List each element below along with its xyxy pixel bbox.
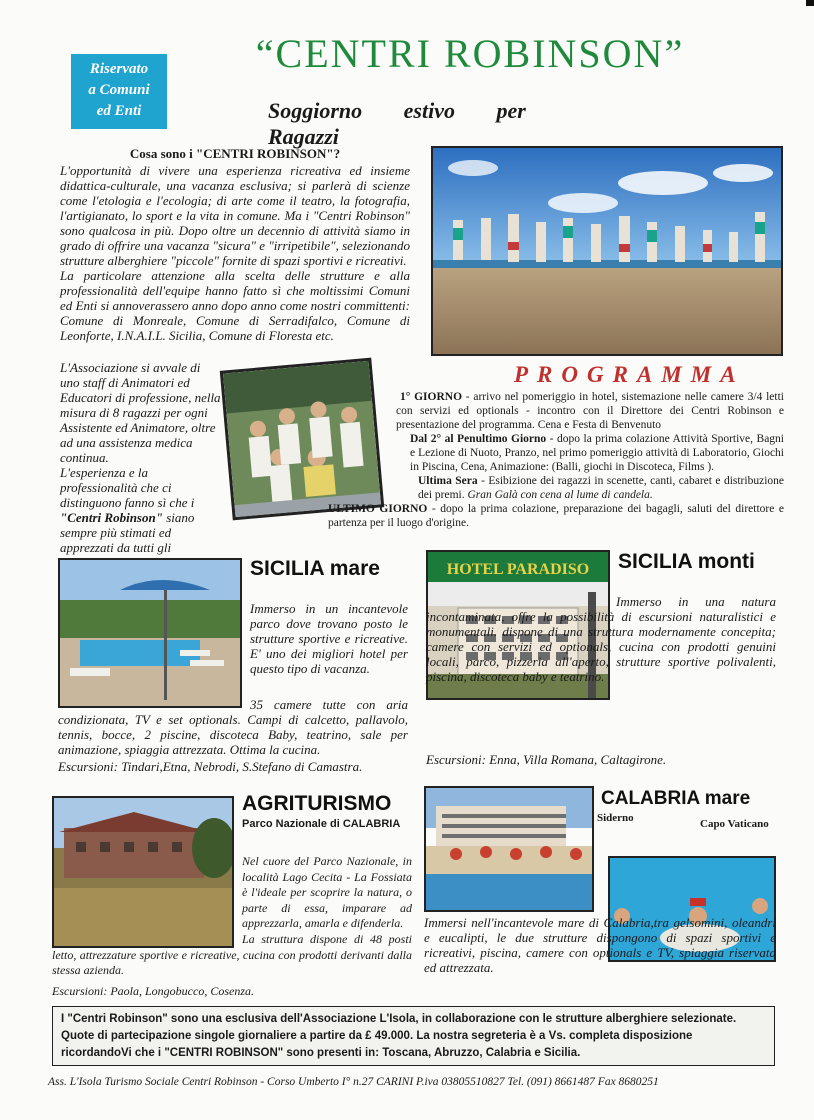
programma-text: - arrivo nel pomeriggio in hotel, sistemazione nelle camere 3/4 letti con servizi ed optionals - incontro con il Direttore dei Centri Robinson e presentazione del programma. Cena e Festa di Benvenuto [396, 391, 784, 432]
corner-mark [806, 0, 814, 6]
programma-item [410, 432, 784, 475]
programma-item [418, 474, 784, 502]
notice-line: Quote di partecipazione singole giornaliere a partire da £ 49.000. La nostra segreteria è a Vs. completa disposizione [61, 1030, 693, 1042]
sicilia-mare-text: Immerso in un incantevole parco dove trovano posto le strutture sportive e ricreative. E' uno dei migliori hotel per questo tipo di vacanza. [250, 601, 408, 676]
sicilia-monti-escursioni: Escursioni: Enna, Villa Romana, Caltagirone. [426, 752, 667, 767]
beach-photo-image [433, 148, 781, 354]
intro-paragraph-4 [60, 465, 222, 570]
agriturismo-text-a: Nel cuore del Parco Nazionale, in località Lago Cecita - La Fossiata è l'ideale per scoprire la natura, o parte di essa, imparare ad apprezzarla, amarla e difenderla. [242, 854, 412, 930]
programma-item [396, 390, 784, 433]
programma-label: ULTIMO GIORNO [328, 503, 428, 515]
reserved-badge [71, 54, 167, 129]
sicilia-monti-title: SICILIA monti [618, 550, 755, 573]
calabria-mare-title: CALABRIA mare [601, 788, 751, 809]
badge-line: ed Enti [96, 103, 142, 119]
sicilia-mare-photo [58, 558, 242, 708]
notice-line: ricordandoVi che i "CENTRI ROBINSON" sono presenti in: Toscana, Abruzzo, Calabria e Sicilia. [61, 1047, 581, 1059]
staff-photo-image [223, 361, 381, 517]
intro-text: siano sempre più stimati ed apprezzati da tutti gli [60, 510, 195, 555]
programma-heading: PROGRAMMA [514, 362, 745, 387]
page-subtitle: Soggiorno estivo per Ragazzi [268, 98, 526, 149]
programma-label: Ultima Sera [418, 475, 478, 487]
sicilia-monti-text [426, 594, 776, 684]
programma-text: - dopo la prima colazione, preparazione dei bagagli, saluti del direttore e partenza per il luogo d'origine. [328, 503, 784, 530]
intro-paragraph: L'Associazione si avvale di uno staff di Animatori ed Educatori di professione, nella misura di 8 ragazzi per ogni Assistente ed Animatore, oltre ad una assistenza medica continua. [60, 360, 221, 465]
sicilia-mare-title: SICILIA mare [250, 557, 380, 580]
notice-box [52, 1006, 775, 1066]
sicilia-mare-text-2: 35 camere tutte con aria condizionata, TV e set optionals. Campi di calcetto, pallavolo, tennis, bocce, 2 piscine, discoteca Baby, teatrino, sale per animazione, spiaggia attrezzata. Ottima la cucina. [58, 697, 408, 757]
sicilia-mare-escursioni: Escursioni: Tindari,Etna, Nebrodi, S.Stefano di Camastra. [58, 759, 363, 774]
sicilia-monti-text-content: Immerso in una natura incontaminata, offre la possibilità di escursioni naturalistici e monumentali. dispone di una struttura modernamente concepita; camere con servizi ed optionals, cucina con prodotti genuini locali, parco, pizzeria all'aperto, strutture sportive polivalenti, piscina, discoteca baby e teatrino. [426, 594, 776, 684]
calabria-mare-text-content: Immersi nell'incantevole mare di Calabria,tra gelsomini, oleandri e eucalipti, le due strutture dispongono di spazi sportivi e ricreativi, piscina, camere con optionals e TV, spiaggia riservata ed attrezzata. [424, 915, 776, 975]
staff-group-photo [220, 358, 384, 521]
farmhouse-photo-image [54, 798, 232, 946]
pool-photo-image [60, 560, 240, 706]
intro-heading: Cosa sono i "CENTRI ROBINSON"? [129, 146, 341, 161]
agriturismo-subtitle: Parco Nazionale di CALABRIA [242, 818, 401, 830]
intro-staff-block [60, 360, 222, 570]
programma-extra: Gran Galà con cena al lume di candela. [467, 489, 653, 502]
agriturismo-text-b: La struttura dispone di 48 posti letto, attrezzature sportive e ricreative, cucina con prodotti derivanti dalla stessa azienda. [52, 932, 412, 977]
intro-block [60, 146, 410, 343]
programma-item [328, 502, 784, 530]
calabria-place-siderno: Siderno [597, 812, 634, 824]
programma-label: Dal 2° al Penultimo Giorno [410, 433, 547, 445]
intro-text: L'esperienza e la professionalità che ci distinguono fanno sì che i [60, 465, 195, 510]
programma-label: 1° GIORNO [400, 391, 463, 403]
intro-paragraph: La particolare attenzione alla scelta delle strutture e alla professionalità dell'equipe hanno fatto sì che moltissimi Comuni ed Enti si annoverassero anno dopo anno come nostri committenti: Comune di Monreale, Comune di Serradifalco, Comune di Leonforte, I.N.A.I.L. Sicilia, Comune di Floresta etc. [60, 268, 410, 343]
page-title: “CENTRI ROBINSON” [255, 31, 685, 76]
calabria-place-capo-vaticano: Capo Vaticano [700, 818, 769, 830]
beach-group-photo [431, 146, 783, 356]
agriturismo-photo [52, 796, 234, 948]
agriturismo-escursioni: Escursioni: Paola, Longobucco, Cosenza. [52, 984, 254, 998]
footer-address: Ass. L'Isola Turismo Sociale Centri Robinson - Corso Umberto I° n.27 CARINI P.iva 03805510827 Tel. (091) 8661487 Fax 8680251 [48, 1076, 659, 1088]
siderno-photo-image [426, 788, 592, 910]
calabria-mare-text [424, 915, 776, 975]
siderno-photo [424, 786, 594, 912]
programma-text: - dopo la prima colazione Attività Sportive, Bagni e Lezione di Nuoto, Pranzo, nel primo pomeriggio attività di Laboratorio, Giochi in Piscina, Cena, Animazione: (Balli, giochi in Discoteca, Films ). [410, 433, 785, 474]
agriturismo-title: AGRITURISMO [242, 792, 392, 815]
intro-highlight: "Centri Robinson" [60, 510, 163, 525]
badge-line: a Comuni [88, 82, 150, 98]
badge-line: Riservato [89, 61, 149, 77]
hotel-sign: HOTEL PARADISO [446, 561, 590, 578]
intro-paragraph: L'opportunità di vivere una esperienza ricreativa ed insieme didattica-culturale, una vacanza esclusiva; si parlerà di scienze come l'etologia e l'ecologia; di arte come il teatro, la fotografia, l'artigianato, lo sport e la vita in comune. Ma i "Centri Robinson" sono qualcosa in più. Dopo oltre un decennio di attività siamo in grado di offrire una vacanza "sicura" e "irripetibile", selezionando strutture alberghiere "piccole" fornite di spazi sportivi e ricreativi. [60, 163, 410, 268]
notice-line: I "Centri Robinson" sono una esclusiva dell'Associazione L'Isola, in collaborazione con le strutture alberghiere selezionate. [61, 1013, 737, 1025]
programma-text: - Esibizione dei ragazzi in scenette, canti, cabaret e distribuzione dei premi. [418, 475, 784, 502]
